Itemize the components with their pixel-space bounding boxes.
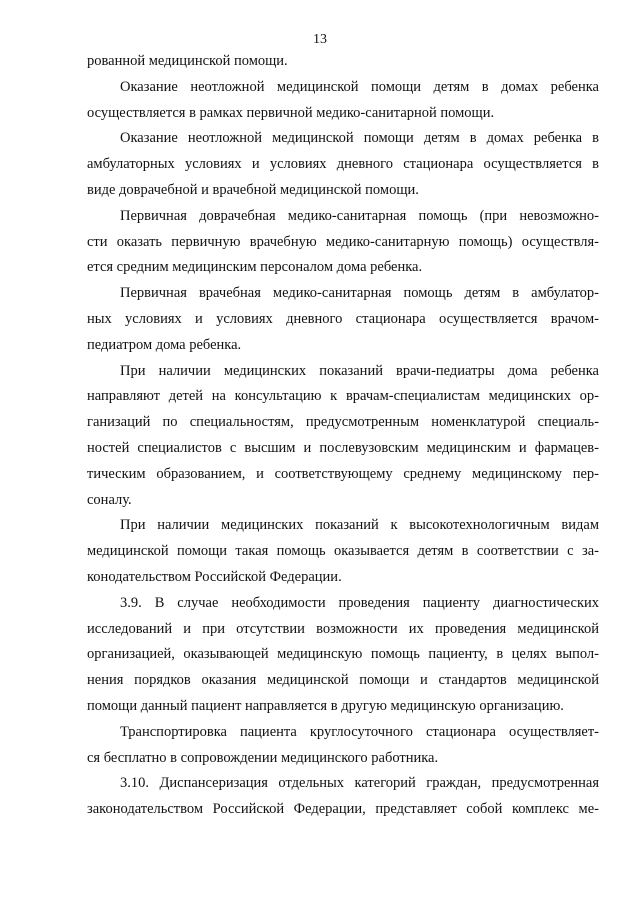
text-line: педиатром дома ребенка. bbox=[87, 336, 242, 353]
text-line: организацией, оказывающей медицинскую помощь пациенту, в целях выпол- bbox=[87, 646, 599, 663]
text-line: осуществляется в рамках первичной медико-санитарной помощи. bbox=[87, 104, 495, 121]
text-line: Первичная доврачебная медико-санитарная помощь (при невозможно- bbox=[120, 207, 599, 224]
text-line: При наличии медицинских показаний к высокотехнологичным видам bbox=[120, 517, 599, 534]
text-line: амбулаторных условиях и условиях дневного стационара осуществляется в bbox=[87, 156, 599, 173]
text-line: тическим образованием, и соответствующему среднему медицинскому пер- bbox=[87, 465, 599, 482]
text-line: виде доврачебной и врачебной медицинской помощи. bbox=[87, 181, 419, 198]
paragraph-continuation bbox=[87, 49, 599, 75]
document-body bbox=[87, 49, 599, 823]
paragraph-p3 bbox=[87, 204, 599, 281]
text-line: Оказание неотложной медицинской помощи детям в домах ребенка в bbox=[120, 130, 599, 147]
paragraph-p1 bbox=[87, 75, 599, 127]
text-line: нения порядков оказания медицинской помощи и стандартов медицинской bbox=[87, 672, 599, 689]
paragraph-p8 bbox=[87, 720, 599, 772]
paragraph-p4 bbox=[87, 281, 599, 358]
text-line: 3.9. В случае необходимости проведения пациенту диагностических bbox=[120, 594, 599, 611]
text-line: рованной медицинской помощи. bbox=[87, 53, 288, 69]
text-line: ных условиях и условиях дневного стационара осуществляется врачом- bbox=[87, 310, 599, 327]
text-line: ся бесплатно в сопровождении медицинского работника. bbox=[87, 749, 439, 766]
text-line: ется средним медицинским персоналом дома ребенка. bbox=[87, 259, 423, 276]
text-line: При наличии медицинских показаний врачи-педиатры дома ребенка bbox=[120, 362, 599, 379]
page-number: 13 bbox=[313, 32, 327, 47]
text-line: законодательством Российской Федерации, представляет собой комплекс ме- bbox=[87, 801, 599, 818]
text-line: помощи данный пациент направляется в другую медицинскую организацию. bbox=[87, 697, 564, 714]
text-line: 3.10. Диспансеризация отдельных категорий граждан, предусмотренная bbox=[120, 775, 599, 792]
text-line: исследований и при отсутствии возможности их проведения медицинской bbox=[87, 620, 599, 637]
text-line: соналу. bbox=[87, 491, 132, 508]
paragraph-p6 bbox=[87, 513, 599, 590]
text-line: Оказание неотложной медицинской помощи детям в домах ребенка bbox=[120, 78, 599, 95]
text-line: медицинской помощи такая помощь оказывается детям в соответствии с за- bbox=[87, 543, 599, 560]
text-line: сти оказать первичную врачебную медико-санитарную помощь) осуществля- bbox=[87, 233, 599, 250]
text-line: ганизаций по специальностям, предусмотренным номенклатурой специаль- bbox=[87, 414, 599, 431]
text-line: Первичная врачебная медико-санитарная помощь детям в амбулатор- bbox=[120, 285, 599, 302]
text-line: направляют детей на консультацию к врачам-специалистам медицинских ор- bbox=[87, 388, 599, 405]
paragraph-p7 bbox=[87, 591, 599, 720]
paragraph-p2 bbox=[87, 126, 599, 203]
text-line: ностей специалистов с высшим и послевузовским медицинским и фармацев- bbox=[87, 439, 599, 456]
text-line: конодательством Российской Федерации. bbox=[87, 568, 342, 585]
paragraph-p9 bbox=[87, 771, 599, 823]
paragraph-p5 bbox=[87, 359, 599, 514]
text-line: Транспортировка пациента круглосуточного стационара осуществляет- bbox=[120, 723, 599, 740]
